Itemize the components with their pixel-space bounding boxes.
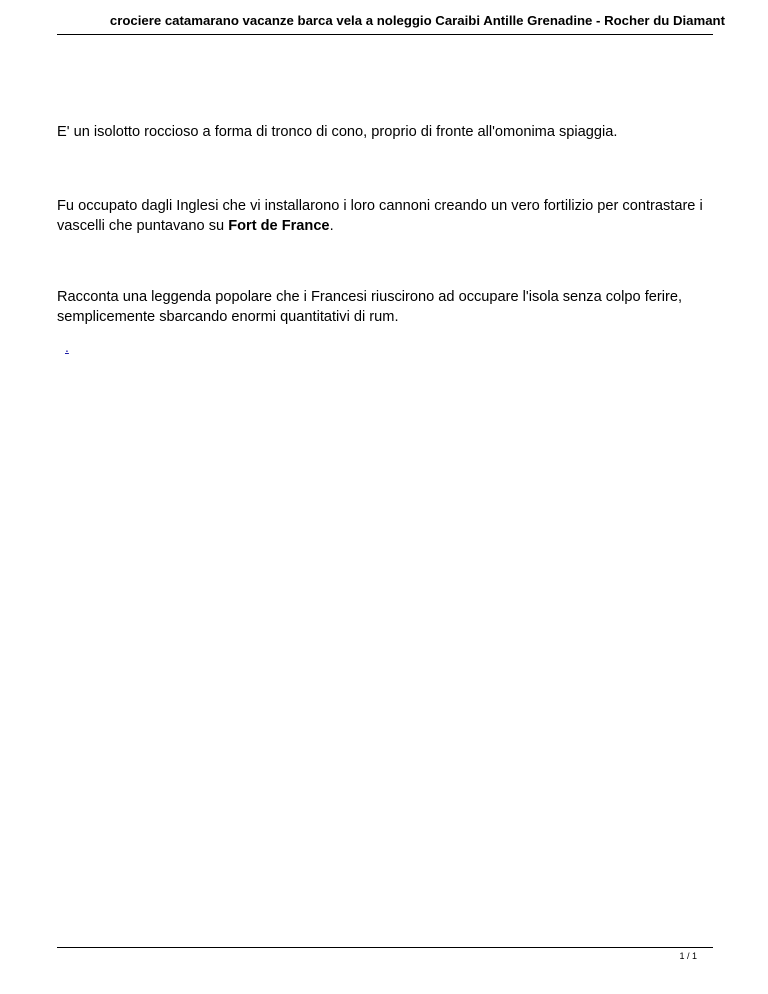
page-footer <box>57 947 713 961</box>
paragraph-history <box>57 196 707 236</box>
page-title: crociere catamarano vacanze barca vela a noleggio Caraibi Antille Grenadine - Rocher du Diamant <box>109 13 725 28</box>
paragraph-history-end: . <box>329 218 334 234</box>
page-number: 1 / 1 <box>679 951 697 961</box>
paragraph-history-text: Fu occupato dagli Inglesi che vi installarono i loro cannoni creando un vero fortilizio per contrastare i vascelli che puntavano su <box>57 198 703 234</box>
paragraph-intro: E' un isolotto roccioso a forma di tronco di cono, proprio di fronte all'omonima spiaggia. <box>57 124 618 140</box>
paragraph-legend: Racconta una leggenda popolare che i Francesi riuscirono ad occupare l'isola senza colpo ferire, semplicemente sbarcando enormi quantitativi di rum. <box>57 289 683 325</box>
dot-link[interactable]: . <box>65 339 69 355</box>
fort-de-france-bold: Fort de France <box>228 218 330 234</box>
page-header <box>57 10 725 35</box>
